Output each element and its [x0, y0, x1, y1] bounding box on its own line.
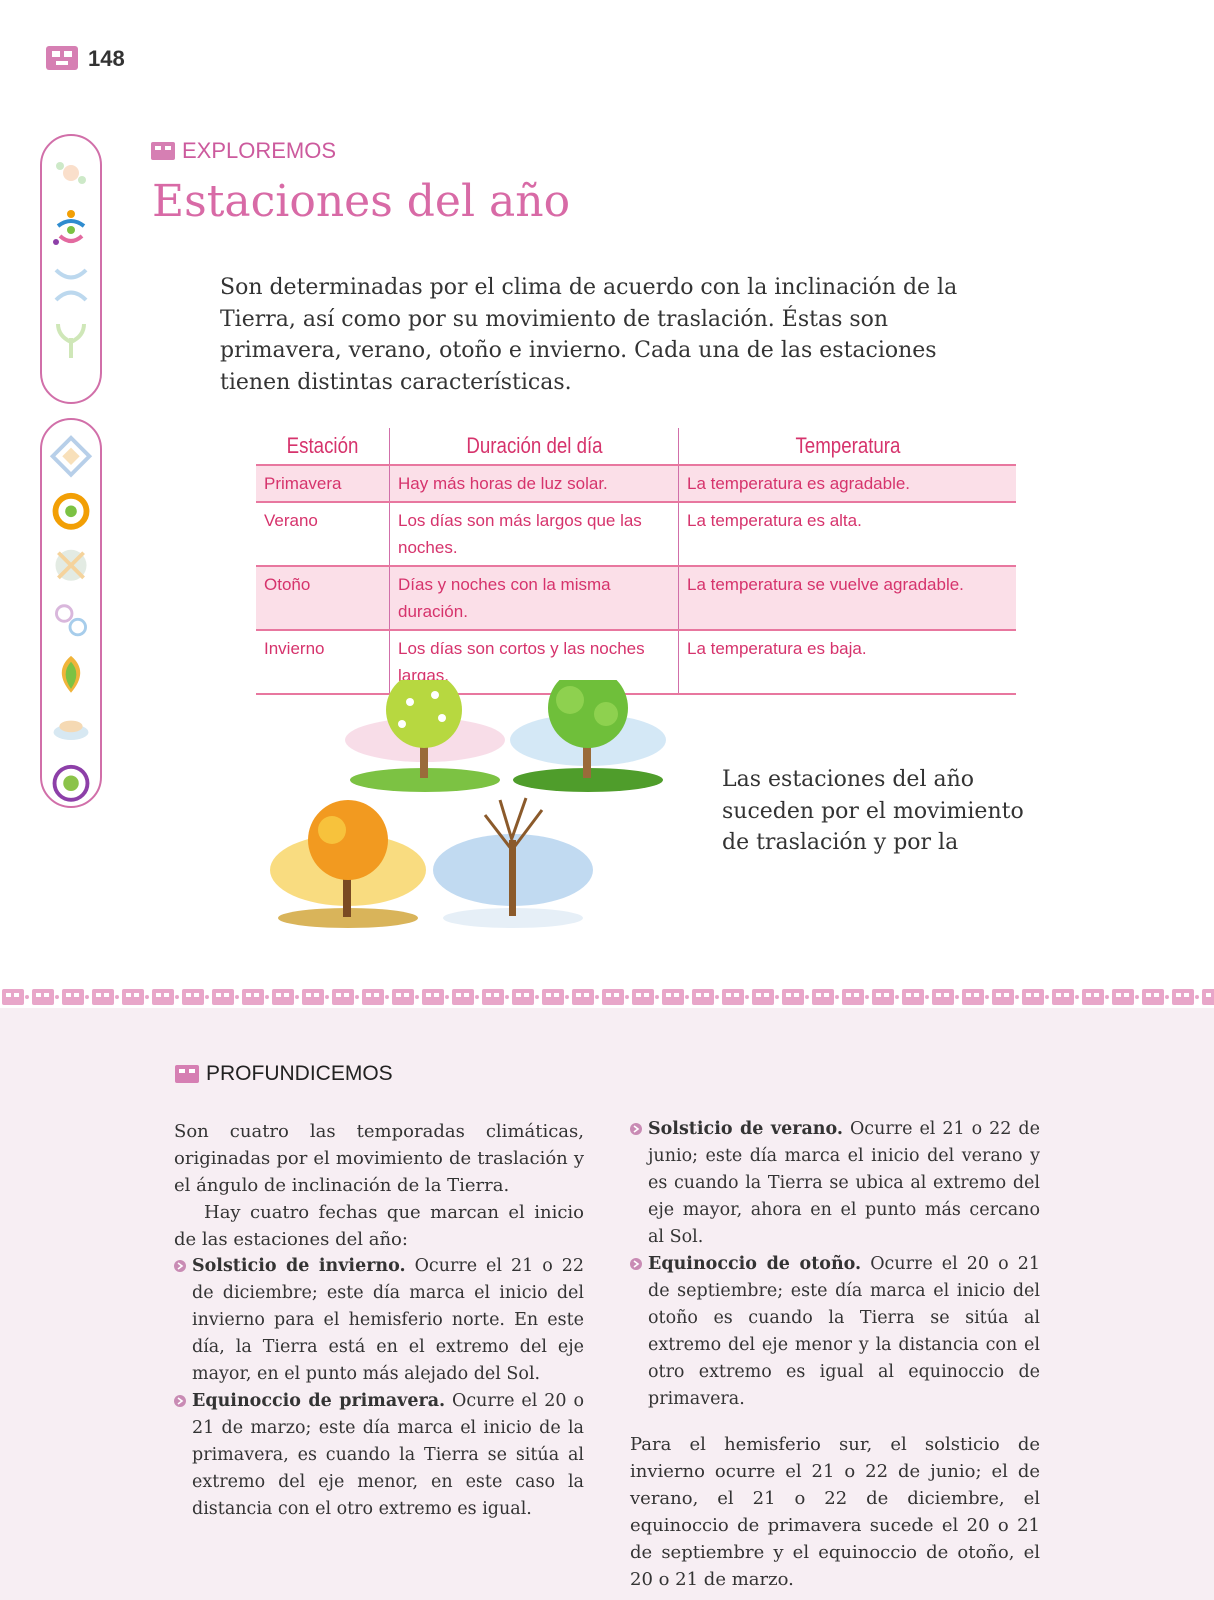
deepen-left-column: [174, 1118, 584, 1523]
deepen-paragraph-2: Hay cuatro fechas que marcan el inicio de las estaciones del año:: [174, 1202, 584, 1250]
table-cell-day: Los días son más largos que las noches.: [390, 502, 679, 566]
bullet-term: Solsticio de invierno.: [192, 1256, 406, 1276]
explore-glyph-icon: [150, 139, 176, 163]
bullet-text: Ocurre el 21 o 22 de diciembre; este día marca el inicio del invierno para el hemisferio norte. En este día, la Tierra está en el extremo del eje mayor, en el punto más alejado del Sol.: [192, 1256, 584, 1384]
plant-icon: [48, 318, 94, 364]
deepen-paragraph-1: Son cuatro las temporadas climáticas, originadas por el movimiento de traslación y el ángulo de inclinación de la Tierra.: [174, 1121, 584, 1196]
table-row: [256, 566, 1016, 630]
hands-icon: [48, 707, 94, 752]
seed-icon: [48, 150, 94, 196]
list-item: [174, 1253, 584, 1388]
spring-tree: [345, 680, 505, 792]
table-row: [256, 465, 1016, 502]
list-item: [630, 1116, 1040, 1251]
bullet-text: Ocurre el 21 o 22 de junio; este día marca el inicio del verano y es cuando la Tierra se ubica al extremo del eje mayor, ahora en el punto más cercano al Sol.: [648, 1119, 1040, 1247]
bullet-term: Equinoccio de otoño.: [648, 1254, 862, 1274]
decorative-border: [0, 986, 1214, 1008]
links-icon: [48, 598, 94, 643]
spacer: [630, 1413, 1040, 1431]
table-cell-temperature: La temperatura se vuelve agradable.: [679, 566, 1017, 630]
table-cell-temperature: La temperatura es agradable.: [679, 465, 1017, 502]
table-header-season: Estación: [266, 428, 379, 465]
autumn-tree: [270, 800, 426, 928]
bullet-icon: [174, 1395, 186, 1407]
seasons-illustration: [270, 680, 690, 950]
network-icon: [48, 262, 94, 308]
image-caption: Las estaciones del año suceden por el movimiento de traslación y por la: [722, 767, 1024, 855]
seasons-table: [256, 428, 1016, 695]
winter-tree: [433, 798, 593, 928]
bullet-term: Equinoccio de primavera.: [192, 1391, 446, 1411]
deepen-label: [174, 1062, 393, 1086]
list-item: [174, 1388, 584, 1523]
table-cell-day: Hay más horas de luz solar.: [390, 465, 679, 502]
list-item: [630, 1251, 1040, 1413]
bullet-text: Ocurre el 20 o 21 de marzo; este día marca el inicio de la primavera, es cuando la Tierra se sitúa al extremo del eje menor, en este caso la distancia con el otro extremo es igual.: [192, 1391, 584, 1519]
ring-icon: [48, 489, 94, 534]
bullet-text: Ocurre el 20 o 21 de septiembre; este día marca el inicio del otoño es cuando la Tierra se sitúa al extremo del eje menor y la distancia con el otro extremo es igual al equinoccio de primavera.: [648, 1254, 1040, 1409]
table-cell-temperature: La temperatura es alta.: [679, 502, 1017, 566]
splash-icon: [48, 761, 94, 806]
explore-label: [150, 138, 336, 164]
page-number: 148: [88, 46, 125, 71]
table-cell-season: Primavera: [256, 465, 390, 502]
table-cell-day: Los días son cortos y las noches largas.: [390, 630, 679, 694]
table-cell-day: Días y noches con la misma duración.: [390, 566, 679, 630]
table-cell-temperature: La temperatura es baja.: [679, 630, 1017, 694]
deepen-label-text: PROFUNDICEMOS: [206, 1062, 393, 1085]
bullet-term: Solsticio de verano.: [648, 1119, 843, 1139]
side-rail-top: [40, 134, 102, 404]
deepen-glyph-icon: [174, 1062, 200, 1086]
diamond-icon: [48, 434, 94, 479]
bullet-icon: [174, 1260, 186, 1272]
deepen-right-column: [630, 1116, 1040, 1593]
bullet-icon: [630, 1123, 642, 1135]
cross-icon: [48, 543, 94, 588]
page-title: Estaciones del año: [152, 176, 571, 227]
leaf-icon: [48, 652, 94, 697]
page-glyph-icon: [44, 42, 80, 76]
summer-tree: [510, 680, 666, 792]
table-header-day: Duración del día: [411, 428, 657, 465]
explore-label-text: EXPLOREMOS: [182, 138, 337, 163]
deepen-paragraph-3: Para el hemisferio sur, el solsticio de invierno ocurre el 21 o 22 de junio; el de verano, el 21 o 22 de diciembre, el equinoccio de primavera sucede el 20 o 21 de septiembre y el equinoccio de otoño, el 20 o 21 de marzo.: [630, 1434, 1040, 1590]
side-rail-bottom: [40, 418, 102, 808]
table-cell-season: Otoño: [256, 566, 390, 630]
page-header: [44, 42, 125, 76]
table-header-row: [256, 428, 1016, 465]
bullet-icon: [630, 1258, 642, 1270]
table-row: [256, 502, 1016, 566]
intro-paragraph: Son determinadas por el clima de acuerdo con la inclinación de la Tierra, así como por su movimiento de traslación. Éstas son primavera, verano, otoño e invierno. Cada una de las estaciones tienen distintas características.: [220, 275, 958, 395]
people-icon: [48, 206, 94, 252]
table-cell-season: Invierno: [256, 630, 390, 694]
table-header-temperature: Temperatura: [704, 428, 991, 465]
table-cell-season: Verano: [256, 502, 390, 566]
